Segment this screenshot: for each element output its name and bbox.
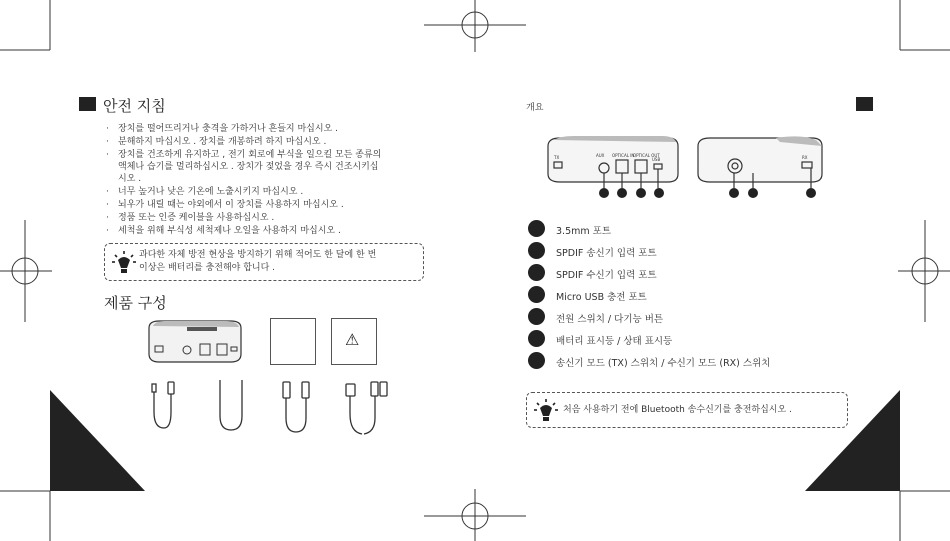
list-item: · 정품 또는 인증 케이블을 사용하십시오 . bbox=[106, 213, 275, 223]
feature-item: SPDIF 송신기 입력 포트 bbox=[556, 248, 657, 259]
feature-item: 송신기 모드 (TX) 스위치 / 수신기 모드 (RX) 스위치 bbox=[556, 358, 771, 369]
feature-item: SPDIF 수신기 입력 포트 bbox=[556, 270, 657, 281]
note-line-1: 과다한 자체 방전 현상을 방지하기 위해 적어도 한 달에 한 번 bbox=[139, 250, 377, 260]
list-item: · 분해하지 마십시오 . 장치를 개봉하려 하지 마십시오 . bbox=[106, 137, 327, 147]
feature-marker bbox=[528, 308, 545, 325]
safety-title: 안전 지침 bbox=[103, 97, 166, 115]
feature-item: 3.5mm 포트 bbox=[556, 226, 611, 237]
list-item-cont: 시오 . bbox=[118, 174, 142, 184]
feature-marker bbox=[528, 330, 545, 347]
lightbulb-icon bbox=[111, 250, 137, 274]
section-marker-right bbox=[856, 97, 873, 111]
manual-box bbox=[270, 318, 316, 365]
warning-card bbox=[331, 318, 377, 365]
usb-label: USB bbox=[652, 157, 661, 162]
list-item: · 세척을 위해 부식성 세척제나 오일을 사용하지 마십시오 . bbox=[106, 226, 341, 236]
note-line-2: 이상은 배터리를 충전해야 합니다 . bbox=[139, 263, 276, 273]
warning-icon: ⚠ bbox=[345, 330, 360, 349]
rx-label: RX bbox=[802, 155, 808, 160]
charge-note bbox=[526, 392, 848, 428]
device-ports-diagram bbox=[540, 132, 830, 202]
feature-marker bbox=[528, 242, 545, 259]
list-item: · 장치를 떨어뜨리거나 충격을 가하거나 흔들지 마십시오 . bbox=[106, 124, 338, 134]
feature-item: 배터리 표시등 / 상태 표시등 bbox=[556, 336, 673, 347]
tx-label: TX bbox=[554, 155, 560, 160]
device-illustration bbox=[145, 318, 245, 366]
overview-title: 개요 bbox=[526, 103, 544, 113]
feature-marker bbox=[528, 264, 545, 281]
feature-item: 전원 스위치 / 다기능 버튼 bbox=[556, 314, 664, 325]
feature-marker bbox=[528, 220, 545, 237]
cables-illustration bbox=[140, 378, 390, 440]
feature-marker bbox=[528, 286, 545, 303]
list-item-cont: 액체나 습기를 멀리하십시오 . 장치가 젖었을 경우 즉시 건조시키십 bbox=[118, 162, 379, 172]
list-item: · 장치를 건조하게 유지하고 , 전기 회로에 부식을 일으킬 모든 종류의 bbox=[106, 150, 382, 160]
charge-note-text: 처음 사용하기 전에 Bluetooth 송수신기를 충전하십시오 . bbox=[563, 405, 792, 415]
feature-marker bbox=[528, 352, 545, 369]
aux-label: AUX bbox=[596, 153, 605, 158]
feature-item: Micro USB 충전 포트 bbox=[556, 292, 647, 303]
battery-note bbox=[104, 243, 424, 281]
lightbulb-icon bbox=[533, 398, 559, 422]
optical-in-label: OPTICAL IN bbox=[612, 153, 635, 158]
list-item: · 너무 높거나 낮은 기온에 노출시키지 마십시오 . bbox=[106, 187, 304, 197]
list-item: · 뇌우가 내릴 때는 야외에서 이 장치를 사용하지 마십시오 . bbox=[106, 200, 344, 210]
optical-out-label: OPTICAL OUT bbox=[633, 153, 660, 158]
package-title: 제품 구성 bbox=[104, 294, 167, 312]
section-marker bbox=[79, 97, 96, 111]
